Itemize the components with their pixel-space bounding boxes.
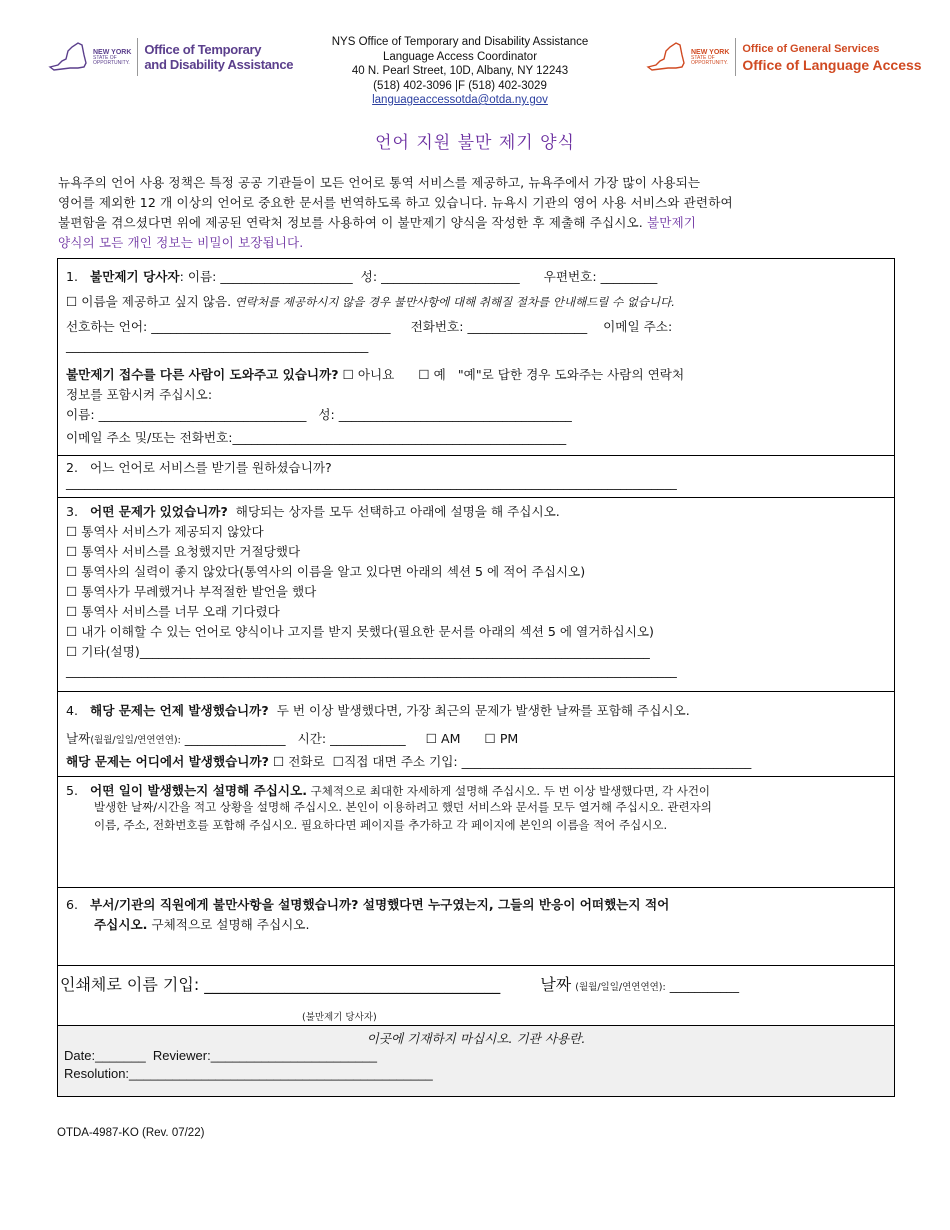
helper-name-row bbox=[66, 404, 572, 423]
ny-wordmark-sub2: OPPORTUNITY. bbox=[93, 59, 130, 66]
first-name-field[interactable]: : 이름: _____________________ bbox=[179, 269, 353, 284]
logo-divider bbox=[137, 38, 138, 76]
confidentiality-note: 불만제기 bbox=[642, 215, 697, 230]
last-name-field[interactable]: 성: ______________________ bbox=[360, 269, 520, 284]
date-label: 날짜 bbox=[66, 731, 91, 746]
by-phone-checkbox[interactable]: ☐ 전화로 bbox=[272, 754, 325, 769]
section-label: 어느 언어로 서비스를 받기를 원하셨습니까? bbox=[90, 460, 332, 475]
ny-wordmark-sub2: OPPORTUNITY. bbox=[691, 59, 728, 66]
ogs-agency-line1: Office of General Services bbox=[742, 43, 880, 55]
contact-email-link[interactable]: languageaccessotda@otda.ny.gov bbox=[372, 94, 548, 106]
section-number: 2. bbox=[66, 460, 79, 475]
problem-option-checkbox[interactable]: ☐ 통역사 서비스를 요청했지만 거절당했다 bbox=[66, 544, 301, 559]
otda-logo bbox=[48, 38, 293, 76]
date-format-hint: (월월/일일/연연연연): bbox=[575, 982, 666, 993]
opt-out-row bbox=[66, 291, 675, 310]
helper-question: 불만제기 접수를 다른 사람이 도와주고 있습니까? bbox=[66, 367, 339, 382]
intro-line: 뉴욕주의 언어 사용 정책은 특정 공공 기관들이 모든 언어로 통역 서비스를 제공하고, 뉴욕주에서 가장 많이 사용되는 bbox=[58, 175, 701, 190]
problem-question-row bbox=[66, 501, 560, 520]
section-instruction: 두 번 이상 발생했다면, 가장 최근의 문제가 발생한 날짜를 포함해 주십시오. bbox=[276, 703, 690, 718]
helper-note: 정보를 포함시켜 주십시오: bbox=[66, 387, 213, 402]
problem-option-checkbox[interactable]: ☐ 내가 이해할 수 있는 언어로 양식이나 고지를 받지 못했다(필요한 문서를 아래의 섹션 5 에 열거하십시오) bbox=[66, 624, 654, 639]
otda-agency-line2: and Disability Assistance bbox=[144, 57, 294, 72]
complainant-name-row bbox=[66, 266, 657, 285]
email-field[interactable]: ________________________________________________ bbox=[66, 338, 369, 353]
problem-option-checkbox[interactable]: ☐ 통역사 서비스가 제공되지 않았다 bbox=[66, 524, 264, 539]
confidentiality-note: 양식의 모든 개인 정보는 비밀이 보장됩니다. bbox=[58, 235, 304, 250]
section-number: 4. bbox=[66, 703, 79, 718]
ogs-agency-line2: Office of Language Access bbox=[742, 57, 922, 73]
intro-line: 영어를 제외한 12 개 이상의 언어로 중요한 문서를 번역하도록 하고 있습니다. 뉴욕시 기관의 영어 사용 서비스와 관련하여 bbox=[58, 195, 733, 210]
helper-yes-checkbox[interactable]: ☐ 예 bbox=[418, 367, 446, 382]
new-york-state-map-icon bbox=[646, 41, 688, 73]
otda-agency-line1: Office of Temporary bbox=[144, 42, 262, 57]
ogs-logo bbox=[646, 38, 922, 76]
contact-agency: NYS Office of Temporary and Disability Assistance bbox=[331, 36, 589, 48]
new-york-state-map-icon bbox=[48, 41, 90, 73]
section-staff-contact bbox=[58, 888, 894, 966]
ny-wordmark-state: NEW YORK bbox=[691, 48, 730, 56]
where-question-row bbox=[66, 751, 751, 770]
signature-date-label: 날짜 bbox=[540, 975, 572, 994]
opt-out-note: 연락처를 제공하시지 않을 경우 불만사항에 대해 취해질 절차를 안내해드릴 수 없습니다. bbox=[231, 295, 675, 309]
section-description bbox=[58, 777, 894, 888]
section-label: 불만제기 당사자 bbox=[90, 269, 180, 284]
opt-out-checkbox[interactable]: ☐ 이름을 제공하고 싶지 않음. bbox=[66, 294, 232, 309]
problem-option-checkbox[interactable]: ☐ 통역사의 실력이 좋지 않았다(통역사의 이름을 알고 있다면 아래의 섹션 5 에 적어 주십시오) bbox=[66, 564, 586, 579]
contact-role: Language Access Coordinator bbox=[382, 50, 538, 63]
section-problem bbox=[58, 498, 894, 692]
section-instruction: 발생한 날짜/시간을 적고 상황을 설명해 주십시오. 본인이 이용하려고 했던 서비스와 문서를 모두 열거해 주십시오. 관련자의 bbox=[94, 800, 712, 814]
helper-question-row bbox=[66, 364, 684, 383]
office-resolution-field: Resolution:__________________________________________ bbox=[64, 1066, 433, 1081]
language-answer-field[interactable]: _________________________________________________________________________________________________ bbox=[66, 475, 677, 490]
when-question-row bbox=[66, 700, 690, 719]
section-label: 주십시오. bbox=[94, 917, 148, 932]
ogs-agency-name bbox=[742, 41, 921, 73]
ny-wordmark-sub1: STATE OF bbox=[691, 54, 715, 61]
problem-option-checkbox[interactable]: ☐ 통역사가 무례했거나 부적절한 발언을 했다 bbox=[66, 584, 317, 599]
signature-row bbox=[60, 972, 739, 995]
section-language bbox=[58, 456, 894, 498]
helper-note: "예"로 답한 경우 도와주는 사람의 연락처 bbox=[457, 367, 685, 382]
form-title: 언어 지원 불만 제기 양식 bbox=[375, 133, 575, 153]
office-use-box bbox=[58, 1026, 894, 1096]
section-label: 어떤 일이 발생했는지 설명해 주십시오. bbox=[90, 783, 308, 798]
section-when-where bbox=[58, 692, 894, 777]
ny-wordmark bbox=[93, 49, 131, 66]
contact-row bbox=[66, 316, 672, 335]
contact-address: 40 N. Pearl Street, 10D, Albany, NY 12243 bbox=[351, 65, 569, 77]
contact-phone-fax: (518) 402-3096 |F (518) 402-3029 bbox=[373, 79, 547, 92]
helper-no-checkbox[interactable]: ☐ 아니요 bbox=[342, 367, 395, 382]
date-format-hint: (월월/일일/연연연연): bbox=[90, 735, 181, 746]
section-number: 5. bbox=[66, 783, 79, 798]
incident-date-field[interactable]: ________________ bbox=[184, 731, 286, 746]
otda-agency-name bbox=[144, 42, 293, 72]
date-time-row bbox=[66, 728, 518, 747]
form-number: OTDA-4987-KO (Rev. 07/22) bbox=[57, 1127, 205, 1139]
section-label: 부서/기관의 직원에게 불만사항을 설명했습니까? 설명했다면 누구였는지, 그들의 반응이 어떠했는지 적어 bbox=[90, 897, 670, 912]
intro-line bbox=[58, 213, 898, 233]
signature-caption: (불만제기 당사자) bbox=[302, 1012, 377, 1023]
section-label: 해당 문제는 언제 발생했습니까? bbox=[90, 703, 269, 718]
section-number: 6. bbox=[66, 897, 79, 912]
office-use-date-reviewer-row bbox=[64, 1048, 377, 1063]
section-label: 어떤 문제가 있었습니까? bbox=[90, 504, 228, 519]
section-number: 3. bbox=[66, 504, 79, 519]
helper-last-name-field[interactable]: 성: _____________________________________ bbox=[318, 407, 572, 422]
section-number: 1. bbox=[66, 269, 79, 284]
office-date-field: Date:_______ bbox=[64, 1048, 146, 1063]
problem-option-checkbox[interactable]: ☐ 통역사 서비스를 너무 오래 기다렸다 bbox=[66, 604, 280, 619]
language-question-row bbox=[66, 457, 332, 476]
intro-paragraph bbox=[58, 173, 898, 253]
section-complainant bbox=[58, 259, 894, 456]
logo-divider bbox=[735, 38, 736, 76]
coordinator-contact bbox=[300, 35, 620, 108]
phone-field[interactable]: 전화번호: ___________________ bbox=[410, 319, 588, 334]
preferred-language-field[interactable]: 선호하는 언어: ______________________________________ bbox=[66, 319, 391, 334]
staff-question-row2 bbox=[94, 914, 309, 933]
description-question-row bbox=[66, 780, 710, 799]
in-person-address-field[interactable]: ☐직접 대면 주소 기입: ______________________________________________ bbox=[332, 754, 752, 769]
section-instruction: 구체적으로 최대한 자세하게 설명해 주십시오. 두 번 이상 발생했다면, 각 사건이 bbox=[307, 784, 711, 798]
complaint-form bbox=[57, 258, 895, 1097]
zip-code-field[interactable]: 우편번호: _________ bbox=[543, 269, 658, 284]
page-header bbox=[0, 30, 950, 110]
helper-contact-field[interactable]: 이메일 주소 및/또는 전화번호:_____________________________________________________ bbox=[66, 430, 567, 445]
am-checkbox[interactable]: ☐ AM bbox=[425, 731, 461, 746]
print-name-field[interactable]: 인쇄체로 이름 기입: _____________________________________ bbox=[60, 975, 501, 994]
incident-time-field[interactable]: 시간: ____________ bbox=[297, 731, 406, 746]
section-instruction: 이름, 주소, 전화번호를 포함해 주십시오. 필요하다면 페이지를 추가하고 각 페이지에 본인의 이름을 적어 주십시오. bbox=[94, 818, 668, 832]
ny-wordmark bbox=[691, 49, 729, 66]
ny-wordmark-state: NEW YORK bbox=[93, 48, 132, 56]
email-field-label: 이메일 주소: bbox=[603, 319, 673, 334]
intro-text: 불편함을 겪으셨다면 위에 제공된 연락처 정보를 사용하여 이 불만제기 양식을 작성한 후 제출해 주십시오. bbox=[58, 215, 643, 230]
office-use-header: 이곳에 기재하지 마십시오. 기관 사용란. bbox=[366, 1031, 586, 1046]
helper-first-name-field[interactable]: 이름: _________________________________ bbox=[66, 407, 307, 422]
section-instruction: 해당되는 상자를 모두 선택하고 아래에 설명을 해 주십시오. bbox=[235, 504, 560, 519]
staff-question-row bbox=[66, 894, 669, 913]
section-instruction: 구체적으로 설명해 주십시오. bbox=[147, 917, 310, 932]
ny-wordmark-sub1: STATE OF bbox=[93, 54, 117, 61]
office-reviewer-field: Reviewer:_______________________ bbox=[152, 1048, 378, 1063]
section-signature bbox=[58, 966, 894, 1026]
problem-description-line[interactable]: _________________________________________________________________________________________________ bbox=[66, 663, 677, 678]
where-question: 해당 문제는 어디에서 발생했습니까? bbox=[66, 754, 269, 769]
pm-checkbox[interactable]: ☐ PM bbox=[484, 731, 519, 746]
signature-date-field[interactable]: ___________ bbox=[669, 978, 739, 993]
problem-other-field[interactable]: ☐ 기타(설명)_________________________________________________________________________________ bbox=[66, 644, 650, 659]
